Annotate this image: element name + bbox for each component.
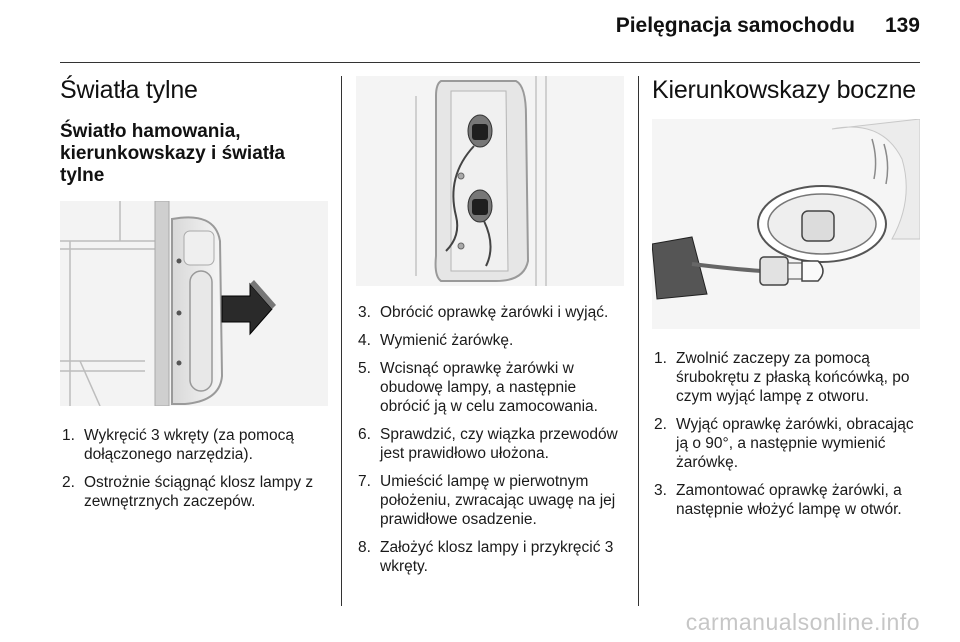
column-divider-2 [638,76,639,606]
column-side-indicators [652,76,924,528]
page-number: 139 [884,14,920,37]
bulb-holder-illustration [356,76,624,286]
step-item: 3. Zamontować oprawkę żarówki, a następnie włożyć lampę w otwór. [654,482,902,518]
subheading-brake-lights: Światło hamowania, kierunkowskazy i światła tylne [60,121,285,186]
step-item: 2. Ostrożnie ściągnąć klosz lampy z zewnętrznych zaczepów. [62,474,314,510]
step-item: 7. Umieścić lampę w pierwotnym położeniu, zwracając uwagę na jej prawidłowe osadzenie. [358,473,616,528]
step-item: 2. Wyjąć oprawkę żarówki, obracając ją o 90°, a następnie wymienić żarówkę. [654,416,914,471]
step-item: 4. Wymienić żarówkę. [358,332,514,349]
watermark: carmanualsonline.info [685,609,920,635]
step-item: 5. Wcisnąć oprawkę żarówki w obudowę lampy, a następnie obrócić ją w celu zamocowania. [358,360,598,415]
page-title: Pielęgnacja samochodu [615,14,855,37]
step-item: 1. Wykręcić 3 wkręty (za pomocą dołączonego narzędzia). [62,427,295,463]
side-indicator-illustration [652,119,920,329]
column-bulb-steps [356,76,626,585]
step-item: 3. Obrócić oprawkę żarówki i wyjąć. [358,304,609,321]
page-header [616,14,920,38]
step-item: 8. Założyć klosz lampy i przykręcić 3 wkręty. [358,539,614,575]
header-rule [60,62,920,63]
section-heading-rear-lights: Światła tylne [60,76,198,104]
section-heading-side-indicators: Kierunkowskazy boczne [652,76,916,104]
column-rear-lights [60,76,330,520]
rear-light-illustration [60,201,328,406]
column-divider-1 [341,76,342,606]
step-item: 6. Sprawdzić, czy wiązka przewodów jest prawidłowo ułożona. [358,426,618,462]
step-item: 1. Zwolnić zaczepy za pomocą śrubokrętu z płaską końcówką, po czym wyjąć lampę z otworu. [654,350,910,405]
